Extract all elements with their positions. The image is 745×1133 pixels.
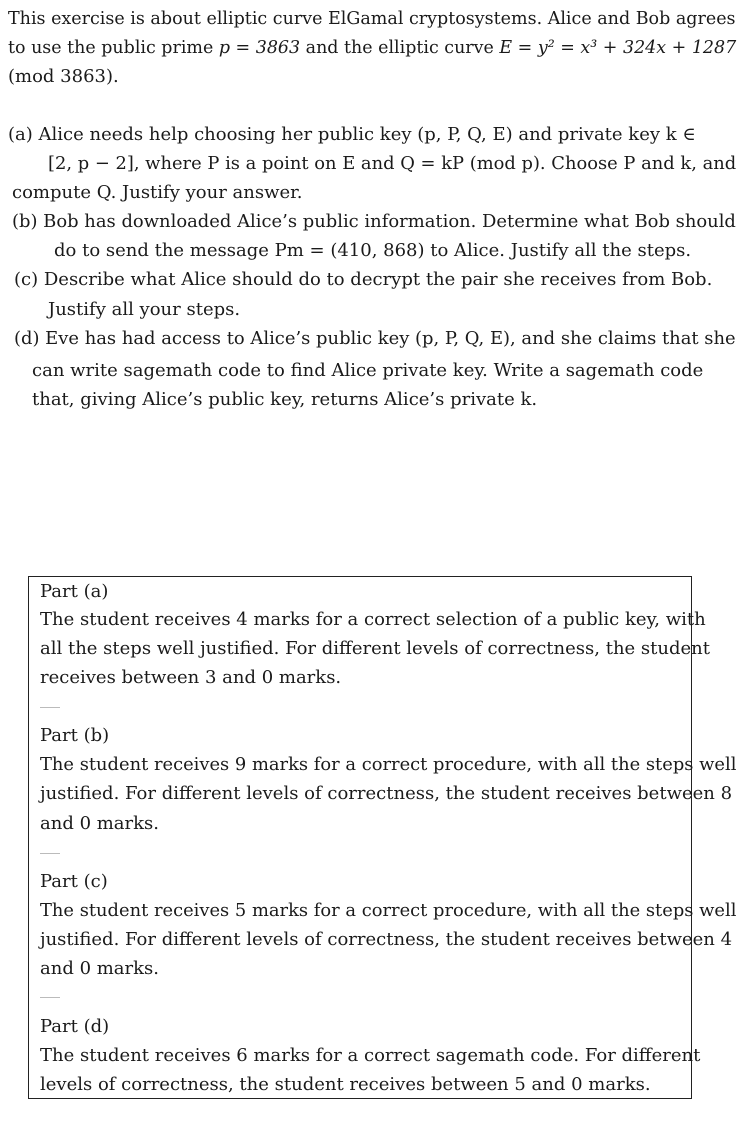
question-b-line-2: do to send the message Pm = (410, 868) to Alice. Justify all the steps. <box>54 240 692 261</box>
rubric-b-line-1: The student receives 9 marks for a correct procedure, with all the steps well <box>40 754 737 775</box>
question-d-line-3: that, giving Alice’s public key, returns Alice’s private k. <box>32 389 538 410</box>
question-a-line-1 <box>8 124 696 146</box>
rubric-c-line-1: The student receives 5 marks for a correct procedure, with all the steps well <box>40 900 737 921</box>
question-b-label: (b) <box>12 211 38 232</box>
rubric-b-line-2: justified. For different levels of correctness, the student receives between 8 <box>40 783 733 804</box>
rubric-separator-2 <box>40 853 60 854</box>
rubric-c-title: Part (c) <box>40 871 108 892</box>
intro-line-2-mid: and the elliptic curve <box>300 37 500 58</box>
question-d-line-1 <box>14 328 736 350</box>
question-d-line-2: can write sagemath code to find Alice private key. Write a sagemath code <box>32 360 704 381</box>
rubric-b-line-3: and 0 marks. <box>40 813 160 834</box>
intro-line-2-pre: to use the public prime <box>8 37 219 58</box>
rubric-a-line-1: The student receives 4 marks for a correct selection of a public key, with <box>40 609 706 630</box>
rubric-d-line-2: levels of correctness, the student receives between 5 and 0 marks. <box>40 1074 651 1095</box>
rubric-b-title: Part (b) <box>40 725 110 746</box>
intro-line-2 <box>8 37 736 59</box>
question-a-text-1: Alice needs help choosing her public key (p, P, Q, E) and private key k ∈ <box>32 124 696 145</box>
rubric-c-line-3: and 0 marks. <box>40 958 160 979</box>
intro-line-1: This exercise is about elliptic curve ElGamal cryptosystems. Alice and Bob agrees <box>8 8 736 29</box>
question-b-line-1 <box>12 211 736 233</box>
question-a-line-3: compute Q. Justify your answer. <box>12 182 303 203</box>
rubric-a-line-3: receives between 3 and 0 marks. <box>40 667 342 688</box>
question-a-line-2: [2, p − 2], where P is a point on E and Q = kP (mod p). Choose P and k, and <box>48 153 737 174</box>
question-d-label: (d) <box>14 328 40 349</box>
question-c-line-1 <box>14 269 712 291</box>
question-c-label: (c) <box>14 269 39 290</box>
question-d-text-1: Eve has had access to Alice’s public key (p, P, Q, E), and she claims that she <box>39 328 736 349</box>
rubric-d-title: Part (d) <box>40 1016 110 1037</box>
question-b-text-1: Bob has downloaded Alice’s public information. Determine what Bob should <box>37 211 736 232</box>
rubric-a-title: Part (a) <box>40 581 109 602</box>
curve-equation: E = y² = x³ + 324x + 1287 <box>499 37 737 58</box>
rubric-a-line-2: all the steps well justified. For different levels of correctness, the student <box>40 638 710 659</box>
question-a-label: (a) <box>8 124 33 145</box>
rubric-separator-3 <box>40 997 60 998</box>
question-c-text-1: Describe what Alice should do to decrypt the pair she receives from Bob. <box>38 269 713 290</box>
prime-p: p = 3863 <box>218 37 301 58</box>
intro-line-3: (mod 3863). <box>8 66 119 87</box>
rubric-d-line-1: The student receives 6 marks for a correct sagemath code. For different <box>40 1045 701 1066</box>
rubric-c-line-2: justified. For different levels of correctness, the student receives between 4 <box>40 929 733 950</box>
rubric-separator-1 <box>40 707 60 708</box>
question-c-line-2: Justify all your steps. <box>48 299 241 320</box>
